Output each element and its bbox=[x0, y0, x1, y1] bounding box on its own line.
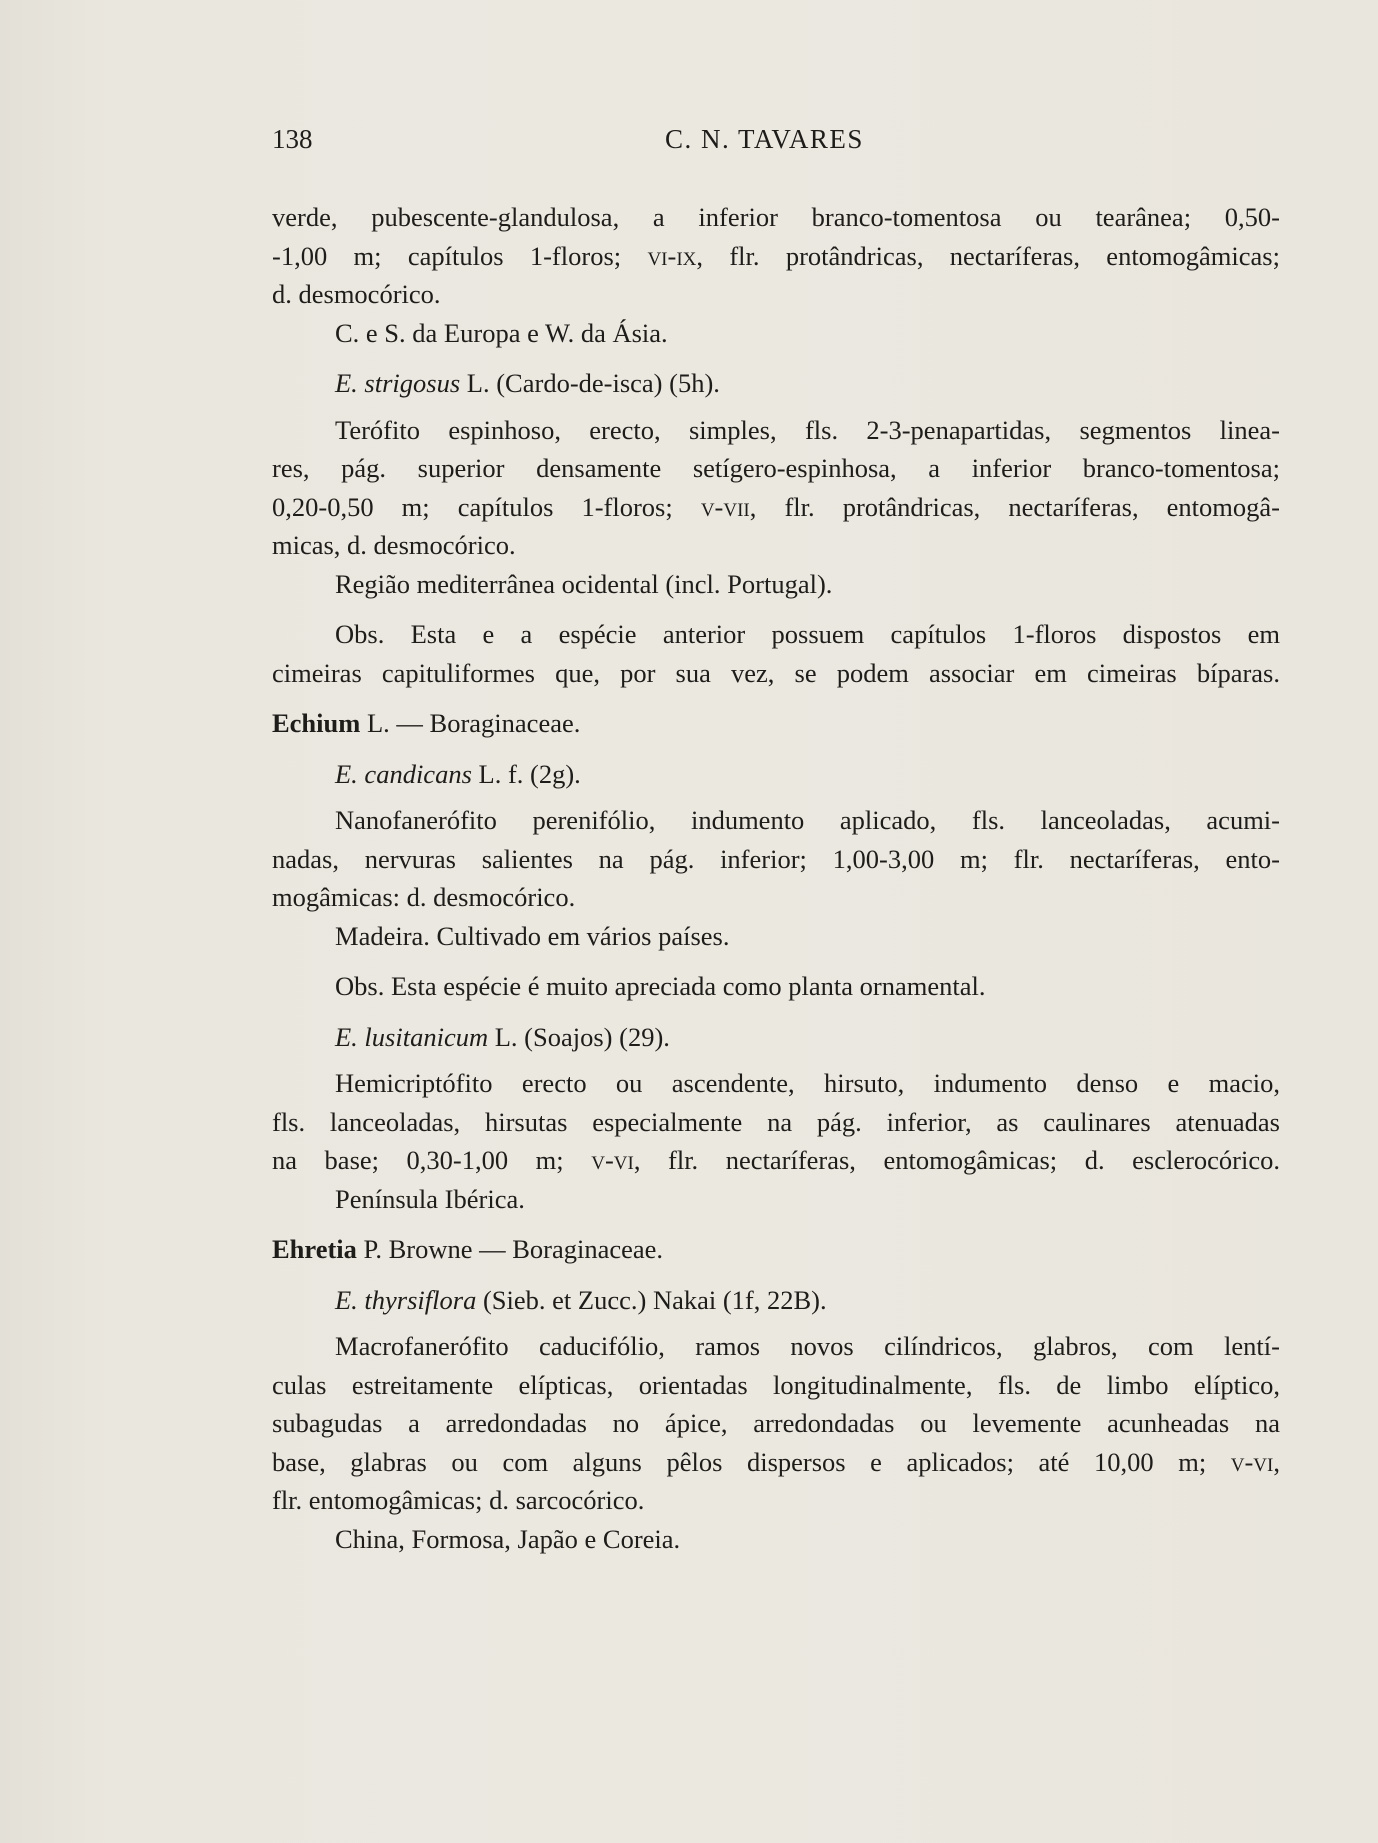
text-line: fls. lanceoladas, hirsutas especialmente na pág. inferior, as caulinares atenuadas bbox=[272, 1106, 1280, 1137]
text-fragment: 0,20-0,50 m; capítulos 1-floros; bbox=[272, 491, 701, 522]
text-line bbox=[272, 1141, 1280, 1180]
species-author: L. (Soajos) (29). bbox=[488, 1021, 670, 1052]
text-fragment: , flr. nectaríferas, entomogâmicas; d. esclerocórico. bbox=[633, 1145, 1280, 1175]
running-head bbox=[272, 124, 1280, 164]
distribution: C. e S. da Europa e W. da Ásia. bbox=[335, 317, 668, 348]
text-line: subagudas a arredondadas no ápice, arredondadas ou levemente acunheadas na bbox=[272, 1408, 1280, 1438]
genus-family: L. — Boraginaceae. bbox=[360, 708, 581, 738]
genus-family: P. Browne — Boraginaceae. bbox=[356, 1234, 664, 1264]
flowering-months: v-vii bbox=[700, 491, 750, 522]
text-line bbox=[272, 237, 1280, 276]
genus-heading bbox=[272, 1230, 1280, 1269]
text-line: nadas, nervuras salientes na pág. inferior; 1,00-3,00 m; flr. nectaríferas, ento- bbox=[272, 843, 1280, 874]
species-heading bbox=[272, 1281, 1280, 1320]
genus-name: Ehretia bbox=[272, 1234, 357, 1264]
text-fragment: , flr. protândricas, nectaríferas, entomogâ- bbox=[749, 491, 1280, 522]
distribution: China, Formosa, Japão e Coreia. bbox=[335, 1523, 681, 1554]
species-author: L. (Cardo-de-isca) (5h). bbox=[460, 368, 720, 398]
observation: cimeiras capituliformes que, por sua vez, se podem associar em cimeiras bíparas. bbox=[272, 657, 1280, 688]
distribution: Região mediterrânea ocidental (incl. Portugal). bbox=[335, 568, 833, 599]
text-line: culas estreitamente elípticas, orientadas longitudinalmente, fls. de limbo elíptico, bbox=[272, 1369, 1280, 1400]
text-line: Terófito espinhoso, erecto, simples, fls. 2-3-penapartidas, segmentos linea- bbox=[335, 414, 1280, 445]
text-line: res, pág. superior densamente setígero-espinhosa, a inferior branco-tomentosa; bbox=[272, 453, 1280, 483]
text-line: micas, d. desmocórico. bbox=[272, 530, 516, 560]
page-number: 138 bbox=[272, 124, 313, 154]
species-name: E. lusitanicum bbox=[335, 1021, 489, 1052]
body-text bbox=[272, 198, 1280, 1558]
running-title: C. N. TAVARES bbox=[665, 124, 864, 154]
text-line: mogâmicas: d. desmocórico. bbox=[272, 882, 576, 912]
species-heading bbox=[272, 364, 1280, 403]
text-fragment: , bbox=[1273, 1446, 1280, 1477]
text-fragment: , flr. protândricas, nectaríferas, entomogâmicas; bbox=[696, 240, 1280, 271]
species-name: E. strigosus bbox=[335, 368, 461, 398]
text-line: flr. entomogâmicas; d. sarcocórico. bbox=[272, 1485, 645, 1515]
genus-name: Echium bbox=[272, 708, 361, 738]
distribution: Península Ibérica. bbox=[335, 1183, 525, 1214]
text-fragment: -1,00 m; capítulos 1-floros; bbox=[272, 240, 648, 271]
flowering-months: v-vi bbox=[591, 1145, 634, 1175]
text-line: Hemicriptófito erecto ou ascendente, hirsuto, indumento denso e macio, bbox=[335, 1068, 1280, 1098]
text-fragment: base, glabras ou com alguns pêlos dispersos e aplicados; até 10,00 m; bbox=[272, 1446, 1231, 1477]
observation: Obs. Esta e a espécie anterior possuem capítulos 1-floros dispostos em bbox=[335, 619, 1280, 649]
flowering-months: v-vi bbox=[1230, 1446, 1274, 1477]
species-name: E. candicans bbox=[335, 758, 472, 789]
genus-heading bbox=[272, 704, 1280, 743]
text-line: d. desmocórico. bbox=[272, 279, 441, 309]
text-line: verde, pubescente-glandulosa, a inferior branco-tomentosa ou tearânea; 0,50- bbox=[272, 202, 1280, 232]
text-line: Macrofanerófito caducifólio, ramos novos cilíndricos, glabros, com lentí- bbox=[335, 1331, 1280, 1361]
text-line bbox=[272, 1443, 1280, 1482]
text-line: Nanofanerófito perenifólio, indumento aplicado, fls. lanceoladas, acumi- bbox=[335, 805, 1280, 835]
species-name: E. thyrsiflora bbox=[335, 1284, 477, 1315]
distribution: Madeira. Cultivado em vários países. bbox=[335, 920, 730, 951]
observation: Obs. Esta espécie é muito apreciada como planta ornamental. bbox=[335, 971, 986, 1001]
text-fragment: na base; 0,30-1,00 m; bbox=[272, 1145, 592, 1175]
species-author: L. f. (2g). bbox=[471, 758, 581, 789]
species-author: (Sieb. et Zucc.) Nakai (1f, 22B). bbox=[476, 1284, 827, 1315]
text-line bbox=[272, 488, 1280, 527]
species-heading bbox=[272, 755, 1280, 794]
flowering-months: vi-ix bbox=[647, 240, 697, 271]
species-heading bbox=[272, 1018, 1280, 1057]
